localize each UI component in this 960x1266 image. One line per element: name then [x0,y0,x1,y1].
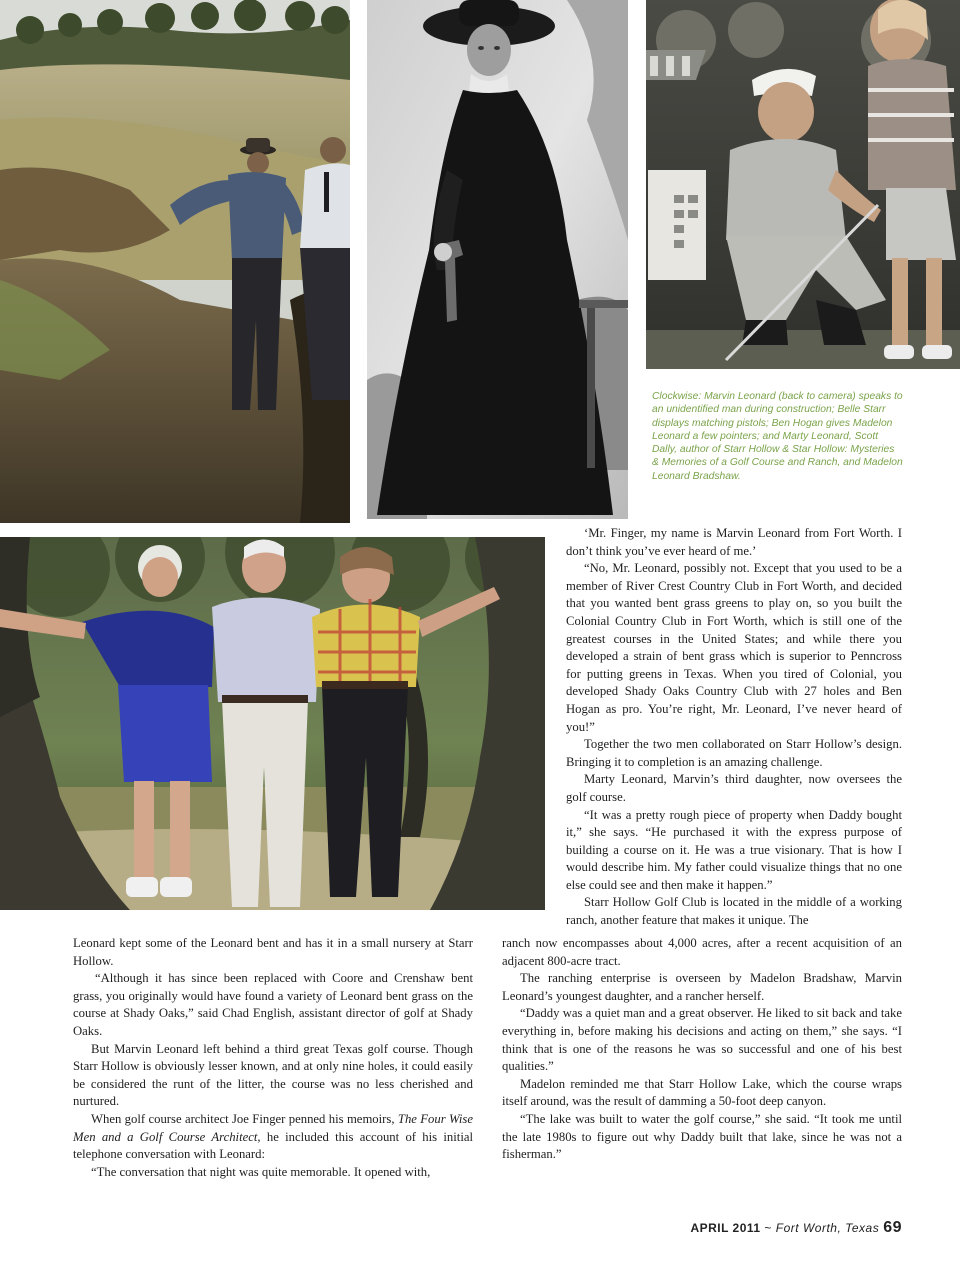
article-paragraph [73,1111,473,1164]
article-paragraph: ranch now encompasses about 4,000 acres, after a recent acquisition of an adjacent 800-acre tract. [502,936,902,968]
article-column-left [73,935,473,1181]
construction-photo [0,0,350,523]
article-paragraph: Leonard kept some of the Leonard bent and has it in a small nursery at Starr Hollow. [73,936,473,968]
article-paragraph: “The conversation that night was quite memorable. It opened with, [91,1164,431,1179]
text-run: , he included this account of his initial telephone conversation with Leonard: [73,1129,474,1162]
page-folio [690,1219,902,1237]
text-run: When golf course architect Joe Finger penned his memoirs, [91,1111,398,1126]
issue-date: APRIL 2011 [690,1221,761,1235]
article-paragraph: “No, Mr. Leonard, possibly not. Except that you used to be a member of River Crest Country Club in Fort Worth, and decided that you wanted bent grass greens to play on, so you built the Colonial Country Club in Fort Worth, which is still one of the greatest courses in the United States; and while there you developed a strain of bent grass which is superior to Penncross for putting greens in Texas. When you tired of Colonial, you developed Shady Oaks Country Club with 27 holes and Ben Hogan as pro. You’re right, Mr. Leonard, I’ve never heard of you!” [566,561,902,734]
article-paragraph: “Although it has since been replaced with Coore and Crenshaw bent grass, you originally would have found a variety of Leonard bent grass on the course at Shady Oaks,” said Chad English, assistant director of golf at Shady Oaks. [73,971,473,1038]
leonard-family-photo [0,537,545,910]
article-column-right-top [566,525,902,930]
ben-hogan-photo [646,0,960,369]
photo-caption [652,390,904,483]
article-paragraph: “The lake was built to water the golf course,” she said. “It took me until the late 1980s to figure out why Daddy built that lake, since he was not a fisherman.” [502,1111,902,1162]
caption-tail: and Madelon Leonard Bradshaw. [652,457,903,482]
article-paragraph: Together the two men collaborated on Starr Hollow’s design. Bringing it to completion is an amazing challenge. [566,737,902,769]
folio-separator: ~ [760,1221,776,1235]
article-paragraph: But Marvin Leonard left behind a third great Texas golf course. Though Starr Hollow is obviously lesser known, and at only nine holes, it could easily be considered the runt of the litter, the course was no less cherished and nurtured. [73,1041,473,1109]
magazine-name: Fort Worth, Texas [775,1221,880,1235]
belle-starr-photo [367,0,628,519]
article-paragraph: ‘Mr. Finger, my name is Marvin Leonard from Fort Worth. I don’t think you’ve ever heard of me.’ [566,526,902,558]
article-column-right-bottom [502,935,902,1164]
article-paragraph: Marty Leonard, Marvin’s third daughter, now oversees the golf course. [566,772,902,804]
article-paragraph: “Daddy was a quiet man and a great observer. He liked to sit back and take everything in, before making his decisions and acting on them,” she says. “I think that is one of the reasons he was so successful and one of his best qualities.” [502,1006,902,1074]
page-number: 69 [883,1219,902,1236]
caption-lead: Clockwise: Marvin Leonard (back to camera) speaks to an unidentified man during construction; Belle Starr displays matching pistols; Ben Hogan gives Madelon Leonard a few pointers; and Marty Leonard, Scott Dally, author of Starr Hollow & Star Hollow: Mysteries & Memories of a Golf Course and Ranch, [652,391,903,469]
article-paragraph: Madelon reminded me that Starr Hollow Lake, which the course wraps itself around, was the result of damming a 50-foot deep canyon. [502,1076,902,1109]
article-paragraph: Starr Hollow Golf Club is located in the middle of a working ranch, another feature that makes it unique. The [566,895,902,928]
book-title: The Four Wise Men and a Golf Course Architect [73,1111,473,1144]
article-paragraph: “It was a pretty rough piece of property when Daddy bought it,” she says. “He purchased it with the express purpose of building a course on it. He was a true visionary. That is how I would describe him. My father could visualize things that no one else could see and then make it happen.” [566,807,902,892]
article-paragraph: The ranching enterprise is overseen by Madelon Bradshaw, Marvin Leonard’s youngest daughter, and a rancher herself. [502,971,902,1003]
